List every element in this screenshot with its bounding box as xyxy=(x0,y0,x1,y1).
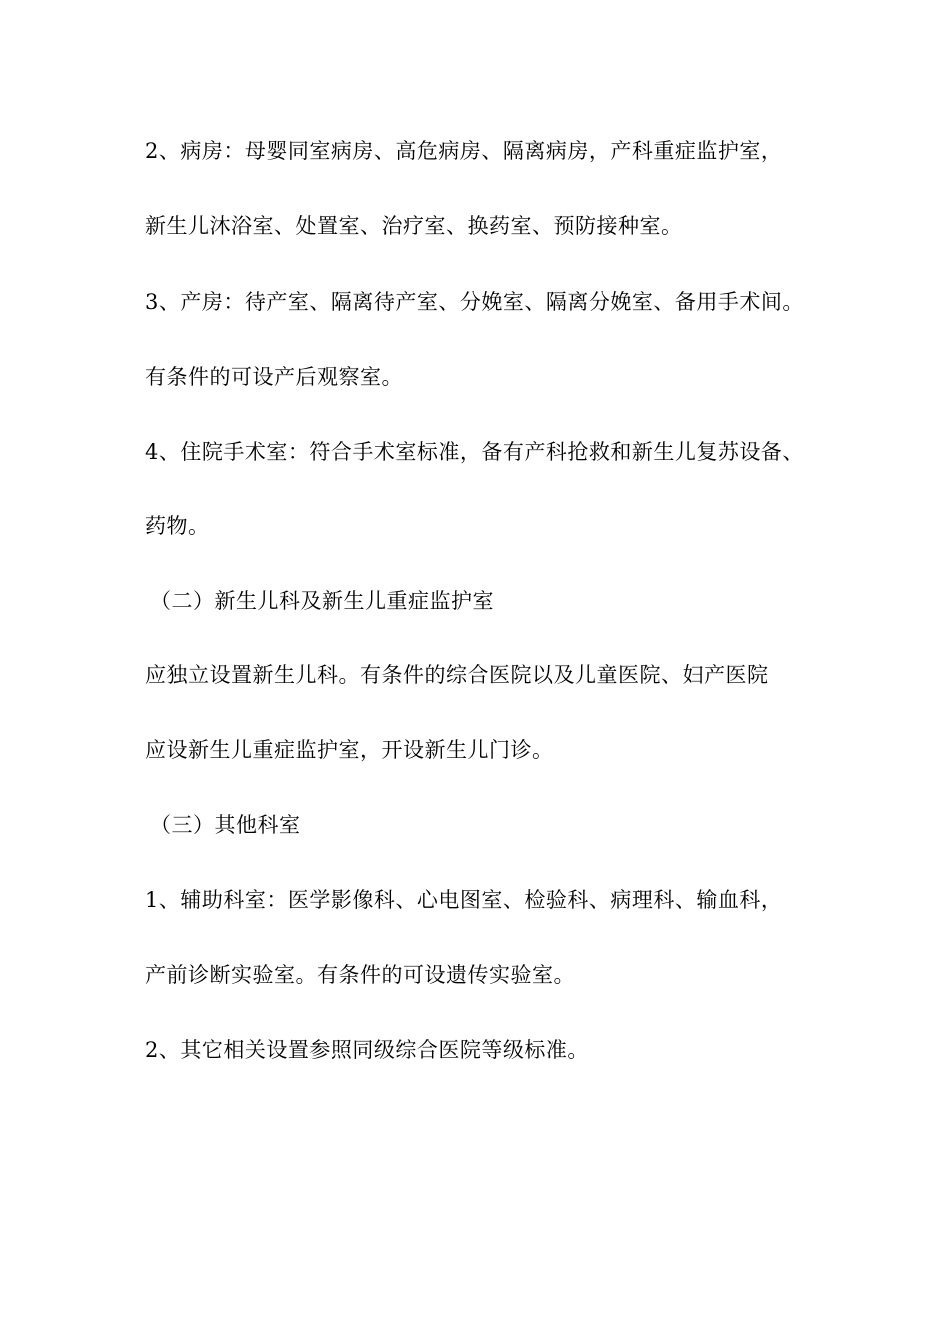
paragraph-other-settings: 2、其它相关设置参照同级综合医院等级标准。 xyxy=(145,1038,589,1062)
paragraph-auxiliary-line-2: 产前诊断实验室。有条件的可设遗传实验室。 xyxy=(145,963,575,987)
paragraph-ward-line-2: 新生儿沐浴室、处置室、治疗室、换药室、预防接种室。 xyxy=(145,214,683,238)
paragraph-ward-line-1: 2、病房：母婴同室病房、高危病房、隔离病房，产科重症监护室， xyxy=(145,139,783,163)
paragraph-surgery-line-2: 药物。 xyxy=(145,514,210,538)
paragraph-delivery-line-2: 有条件的可设产后观察室。 xyxy=(145,365,403,389)
section-heading-neonatal: （二）新生儿科及新生儿重症监护室 xyxy=(150,589,494,613)
section-heading-other-departments: （三）其他科室 xyxy=(150,813,301,837)
paragraph-neonatal-line-1: 应独立设置新生儿科。有条件的综合医院以及儿童医院、妇产医院 xyxy=(145,663,769,687)
paragraph-surgery-line-1: 4、住院手术室：符合手术室标准，备有产科抢救和新生儿复苏设备、 xyxy=(145,440,804,464)
paragraph-neonatal-line-2: 应设新生儿重症监护室，开设新生儿门诊。 xyxy=(145,738,554,762)
paragraph-delivery-line-1: 3、产房：待产室、隔离待产室、分娩室、隔离分娩室、备用手术间。 xyxy=(145,290,804,314)
paragraph-auxiliary-line-1: 1、辅助科室：医学影像科、心电图室、检验科、病理科、输血科， xyxy=(145,888,783,912)
